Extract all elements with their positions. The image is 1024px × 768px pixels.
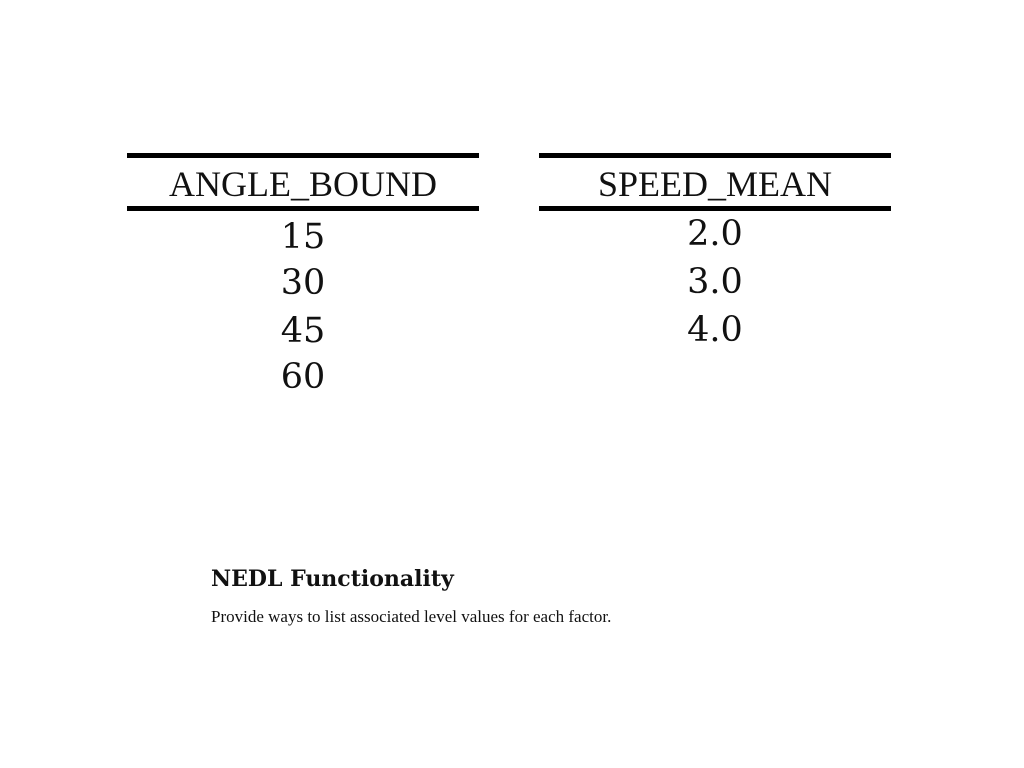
level-value: 60 [280,357,326,397]
note-body: Provide ways to list associated level values for each factor. [211,607,612,626]
level-value: 30 [280,263,326,303]
column-header-speed-mean: SPEED_MEAN [597,164,833,204]
header-bottom-rule [539,206,891,211]
level-value: 2.0 [687,214,743,254]
level-value: 45 [280,311,326,351]
level-value: 3.0 [687,262,743,302]
column-header-angle-bound: ANGLE_BOUND [169,164,437,204]
functionality-note [211,560,911,628]
level-value: 4.0 [687,310,743,350]
level-value: 15 [280,217,326,257]
speed-mean-table [539,153,891,350]
note-title: NEDL Functionality [211,566,454,592]
header-bottom-rule [127,206,479,211]
angle-bound-table [127,153,479,397]
